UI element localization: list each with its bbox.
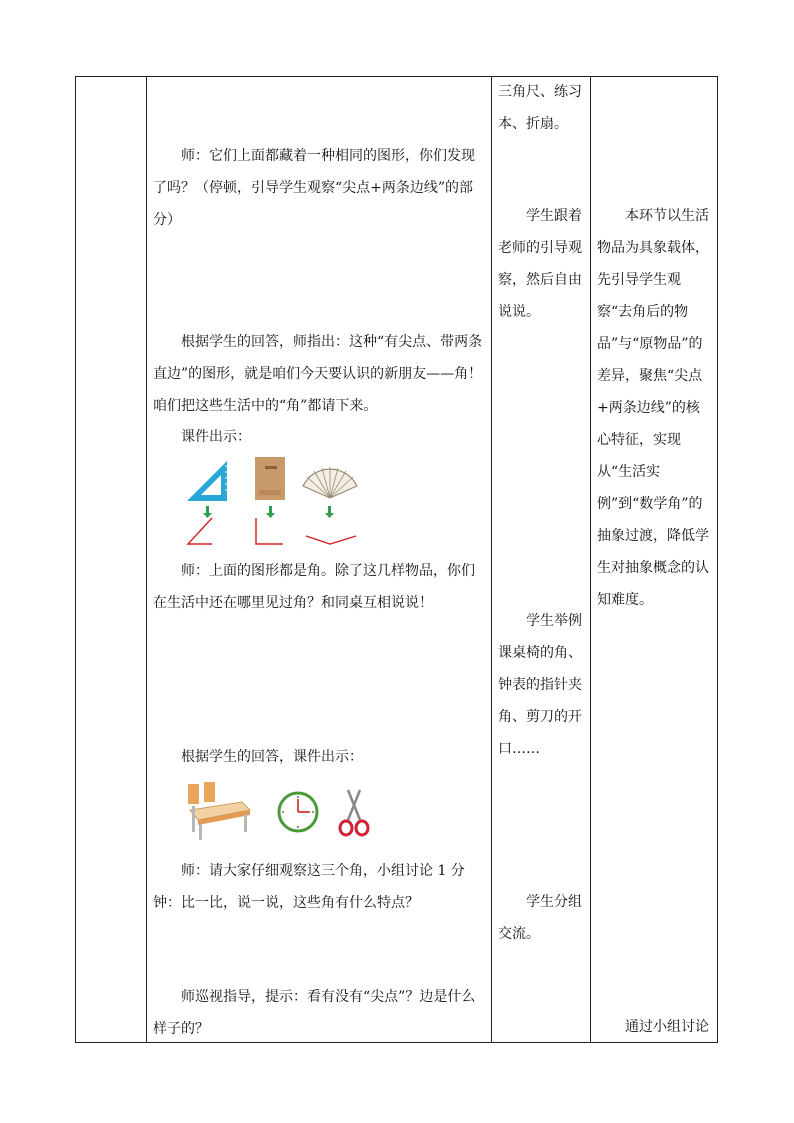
teacher-question-3: 师：请大家仔细观察这三个角，小组讨论 1 分钟：比一比，说一说，这些角有什么特点？: [153, 863, 465, 911]
life-angles-figure: [180, 780, 380, 842]
scissors-icon: [340, 790, 368, 835]
student-activity-3: 学生分组交流。: [498, 894, 582, 942]
teacher-explanation: 根据学生的回答，师指出：这种“有尖点、带两条直边”的图形，就是咱们今天要认识的新朋友——角！咱们把这些生活中的“角”都请下来。: [153, 334, 483, 414]
exercise-book-icon: [255, 457, 285, 500]
teacher-question-1: 师：它们上面都藏着一种相同的图形，你们发现了吗？（停顿，引导学生观察“尖点+两条边线”的部分）: [153, 148, 475, 228]
clock-icon: [279, 793, 317, 831]
col-divider-1: [146, 77, 147, 1042]
courseware-label-1: 课件出示：: [181, 429, 251, 445]
objects-to-angles-figure: [185, 456, 370, 551]
design-note-2: 通过小组讨论: [625, 1019, 709, 1035]
desk-chair-icon: [188, 782, 250, 840]
design-note-1: 本环节以生活物品为具象载体，先引导学生观察“去角后的物品”与“原物品”的差异，聚焦“尖点+两条边线”的核心特征，实现从“生活实例”到“数学角”的抽象过渡，降低学生对抽象概念的认知难度。: [597, 208, 709, 608]
materials-text: 三角尺、练习本、折扇。: [498, 84, 582, 132]
student-activity-1: 学生跟着老师的引导观察，然后自由说说。: [498, 208, 582, 320]
angle-drawings: [188, 518, 356, 544]
col-divider-2: [491, 77, 492, 1042]
triangle-ruler-icon: [187, 461, 229, 501]
courseware-label-2: 根据学生的回答，课件出示：: [181, 749, 363, 765]
down-arrow-icon: [203, 506, 334, 518]
col-divider-3: [590, 77, 591, 1042]
folding-fan-icon: [303, 467, 357, 498]
student-activity-2: 学生举例课桌椅的角、钟表的指针夹角、剪刀的开口……: [498, 613, 582, 757]
teacher-question-2: 师：上面的图形都是角。除了这几样物品，你们在生活中还在哪里见过角？和同桌互相说说！: [153, 563, 475, 611]
teacher-guidance: 师巡视指导，提示：看有没有“尖点”？边是什么样子的？: [153, 989, 476, 1037]
